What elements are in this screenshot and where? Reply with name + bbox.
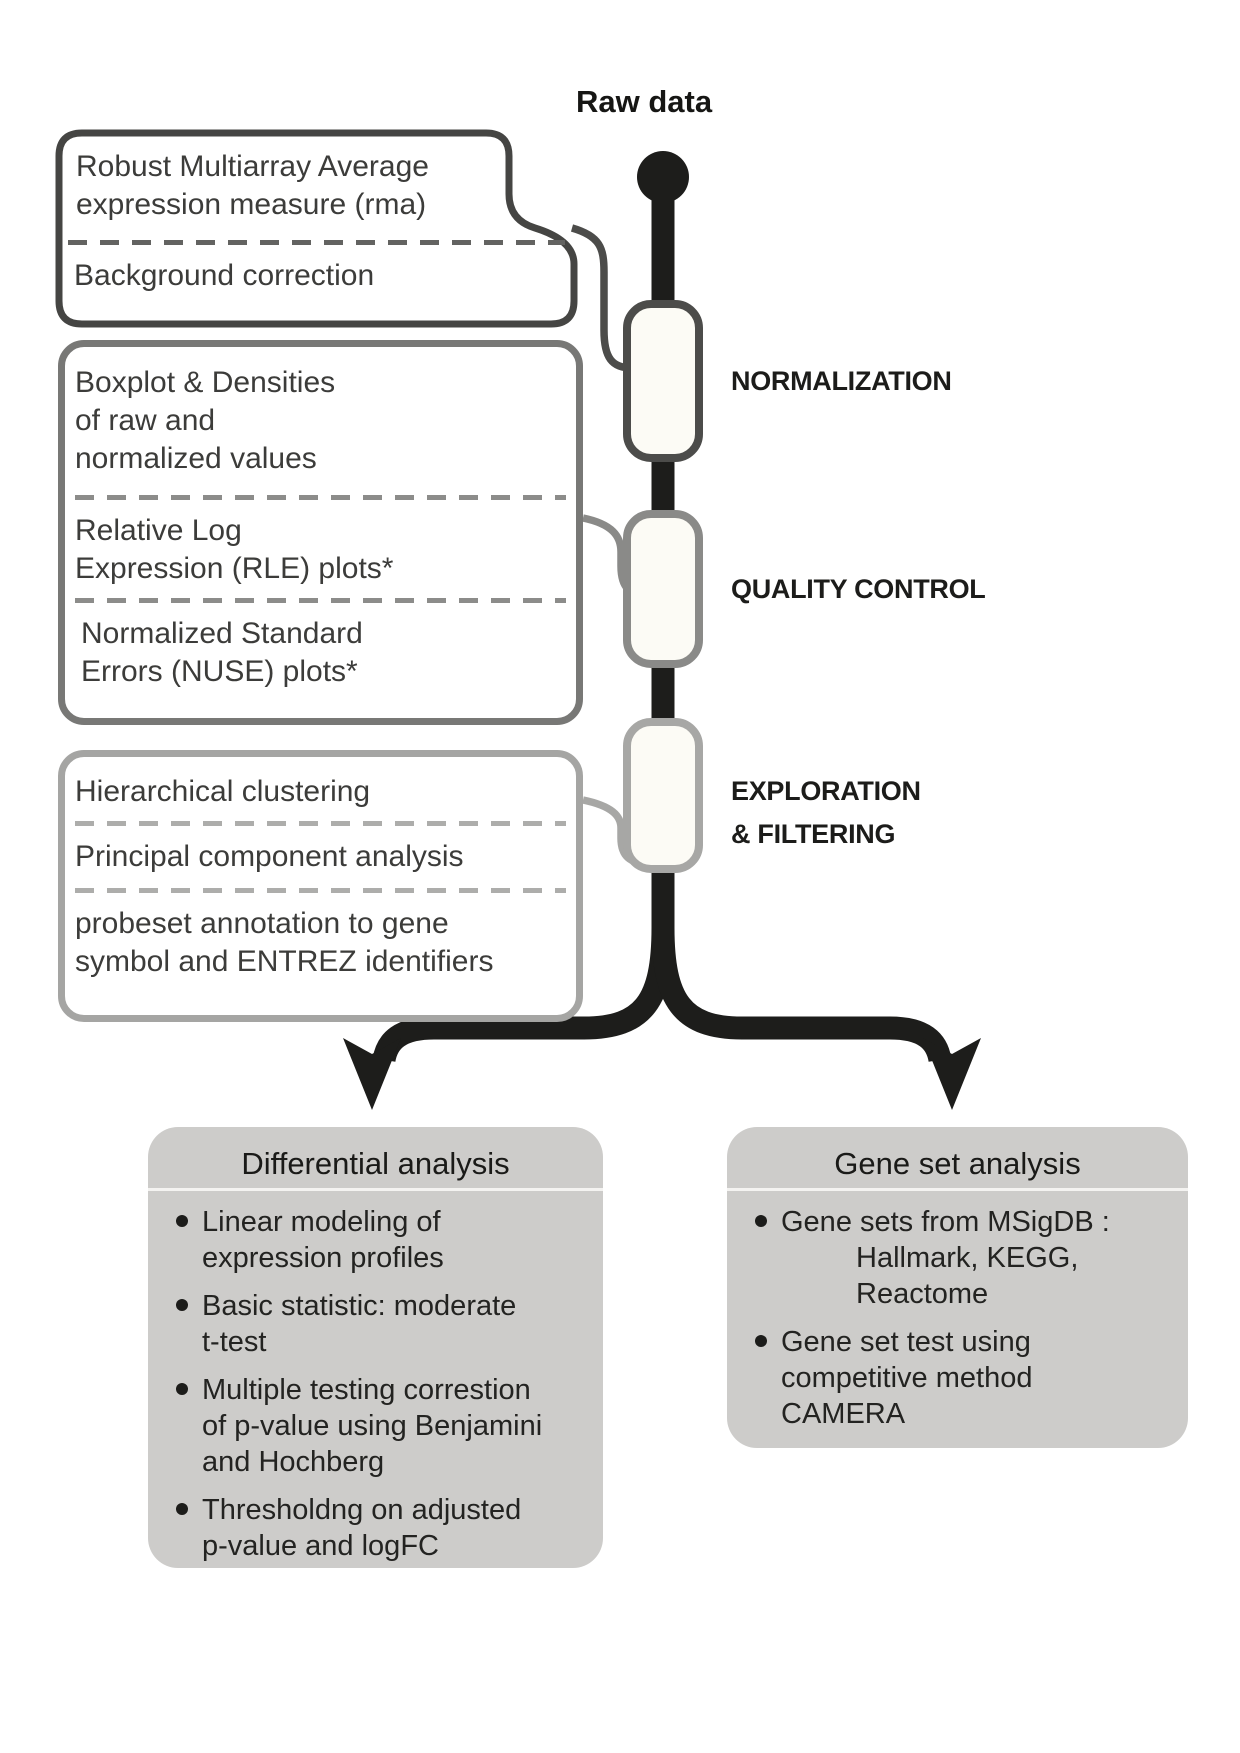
bullet-icon [176,1299,188,1311]
normalization-node [623,300,703,462]
item-line: of p-value using Benjamini [202,1410,543,1442]
bullet-icon [755,1215,767,1227]
step-line: Principal component analysis [75,840,464,873]
raw-data-label: Raw data [576,84,713,119]
item-line: competitive method [781,1362,1033,1394]
step-row [65,826,576,888]
item-line: Gene sets from MSigDB : [781,1206,1110,1238]
bullet-list [148,1191,603,1564]
step-line: Expression (RLE) plots* [75,552,394,585]
bullet-icon [176,1503,188,1515]
item-line: Hallmark, KEGG, [856,1242,1079,1274]
step-line: Hierarchical clustering [75,775,371,808]
step-line: Background correction [74,259,375,292]
quality-control-steps-box [58,340,583,725]
step-row [65,500,576,598]
step-row [65,893,576,993]
item-line: Multiple testing correstion [202,1374,531,1406]
stage-label-line: & FILTERING [731,819,896,849]
exploration-node [623,718,703,873]
right-branch-line [663,928,940,1060]
step-line: normalized values [75,442,317,475]
item-line: Reactome [856,1278,989,1310]
step-line: symbol and ENTREZ identifiers [75,945,494,978]
step-row [58,132,575,240]
step-line: expression measure (rma) [76,188,427,221]
item-line: Linear modeling of [202,1206,441,1238]
stage-label-line: EXPLORATION [731,776,921,806]
list-item [727,1324,1188,1432]
step-line: probeset annotation to gene [75,907,449,940]
step-row [65,603,576,703]
bullet-icon [176,1215,188,1227]
quality-control-node [623,510,703,668]
step-line: of raw and [75,404,216,437]
step-row [58,245,575,307]
step-line: Errors (NUSE) plots* [81,655,358,688]
item-line: Thresholdng on adjusted [202,1494,522,1526]
gene-set-analysis-box [727,1127,1188,1448]
bullet-icon [755,1335,767,1347]
list-item [148,1288,603,1360]
analysis-box-title: Differential analysis [241,1146,510,1181]
item-line: CAMERA [781,1398,906,1430]
stage-label-quality-control [731,568,986,611]
stage-label-normalization [731,360,952,403]
list-item [727,1204,1188,1312]
right-arrowhead-icon [923,1038,981,1110]
step-line: Robust Multiarray Average [76,150,429,183]
item-line: and Hochberg [202,1446,385,1478]
differential-analysis-box [148,1127,603,1568]
left-arrowhead-icon [343,1038,401,1110]
exploration-steps-box [58,750,583,1022]
item-line: Gene set test using [781,1326,1031,1358]
step-line: Boxplot & Densities [75,366,336,399]
step-row [65,757,576,821]
item-line: Basic statistic: moderate [202,1290,517,1322]
item-line: p-value and logFC [202,1530,439,1562]
analysis-box-title: Gene set analysis [834,1146,1081,1181]
step-row [65,347,576,495]
normalization-steps-box [58,132,575,325]
stage-label-exploration-filtering [731,770,921,856]
item-line: t-test [202,1326,267,1358]
bullet-list [727,1191,1188,1432]
item-line: expression profiles [202,1242,444,1274]
stage-label-line: QUALITY CONTROL [731,574,986,604]
list-item [148,1204,603,1276]
stage-label-line: NORMALIZATION [731,366,952,396]
step-line: Relative Log [75,514,242,547]
list-item [148,1372,603,1480]
step-line: Normalized Standard [81,617,363,650]
bullet-icon [176,1383,188,1395]
list-item [148,1492,603,1564]
